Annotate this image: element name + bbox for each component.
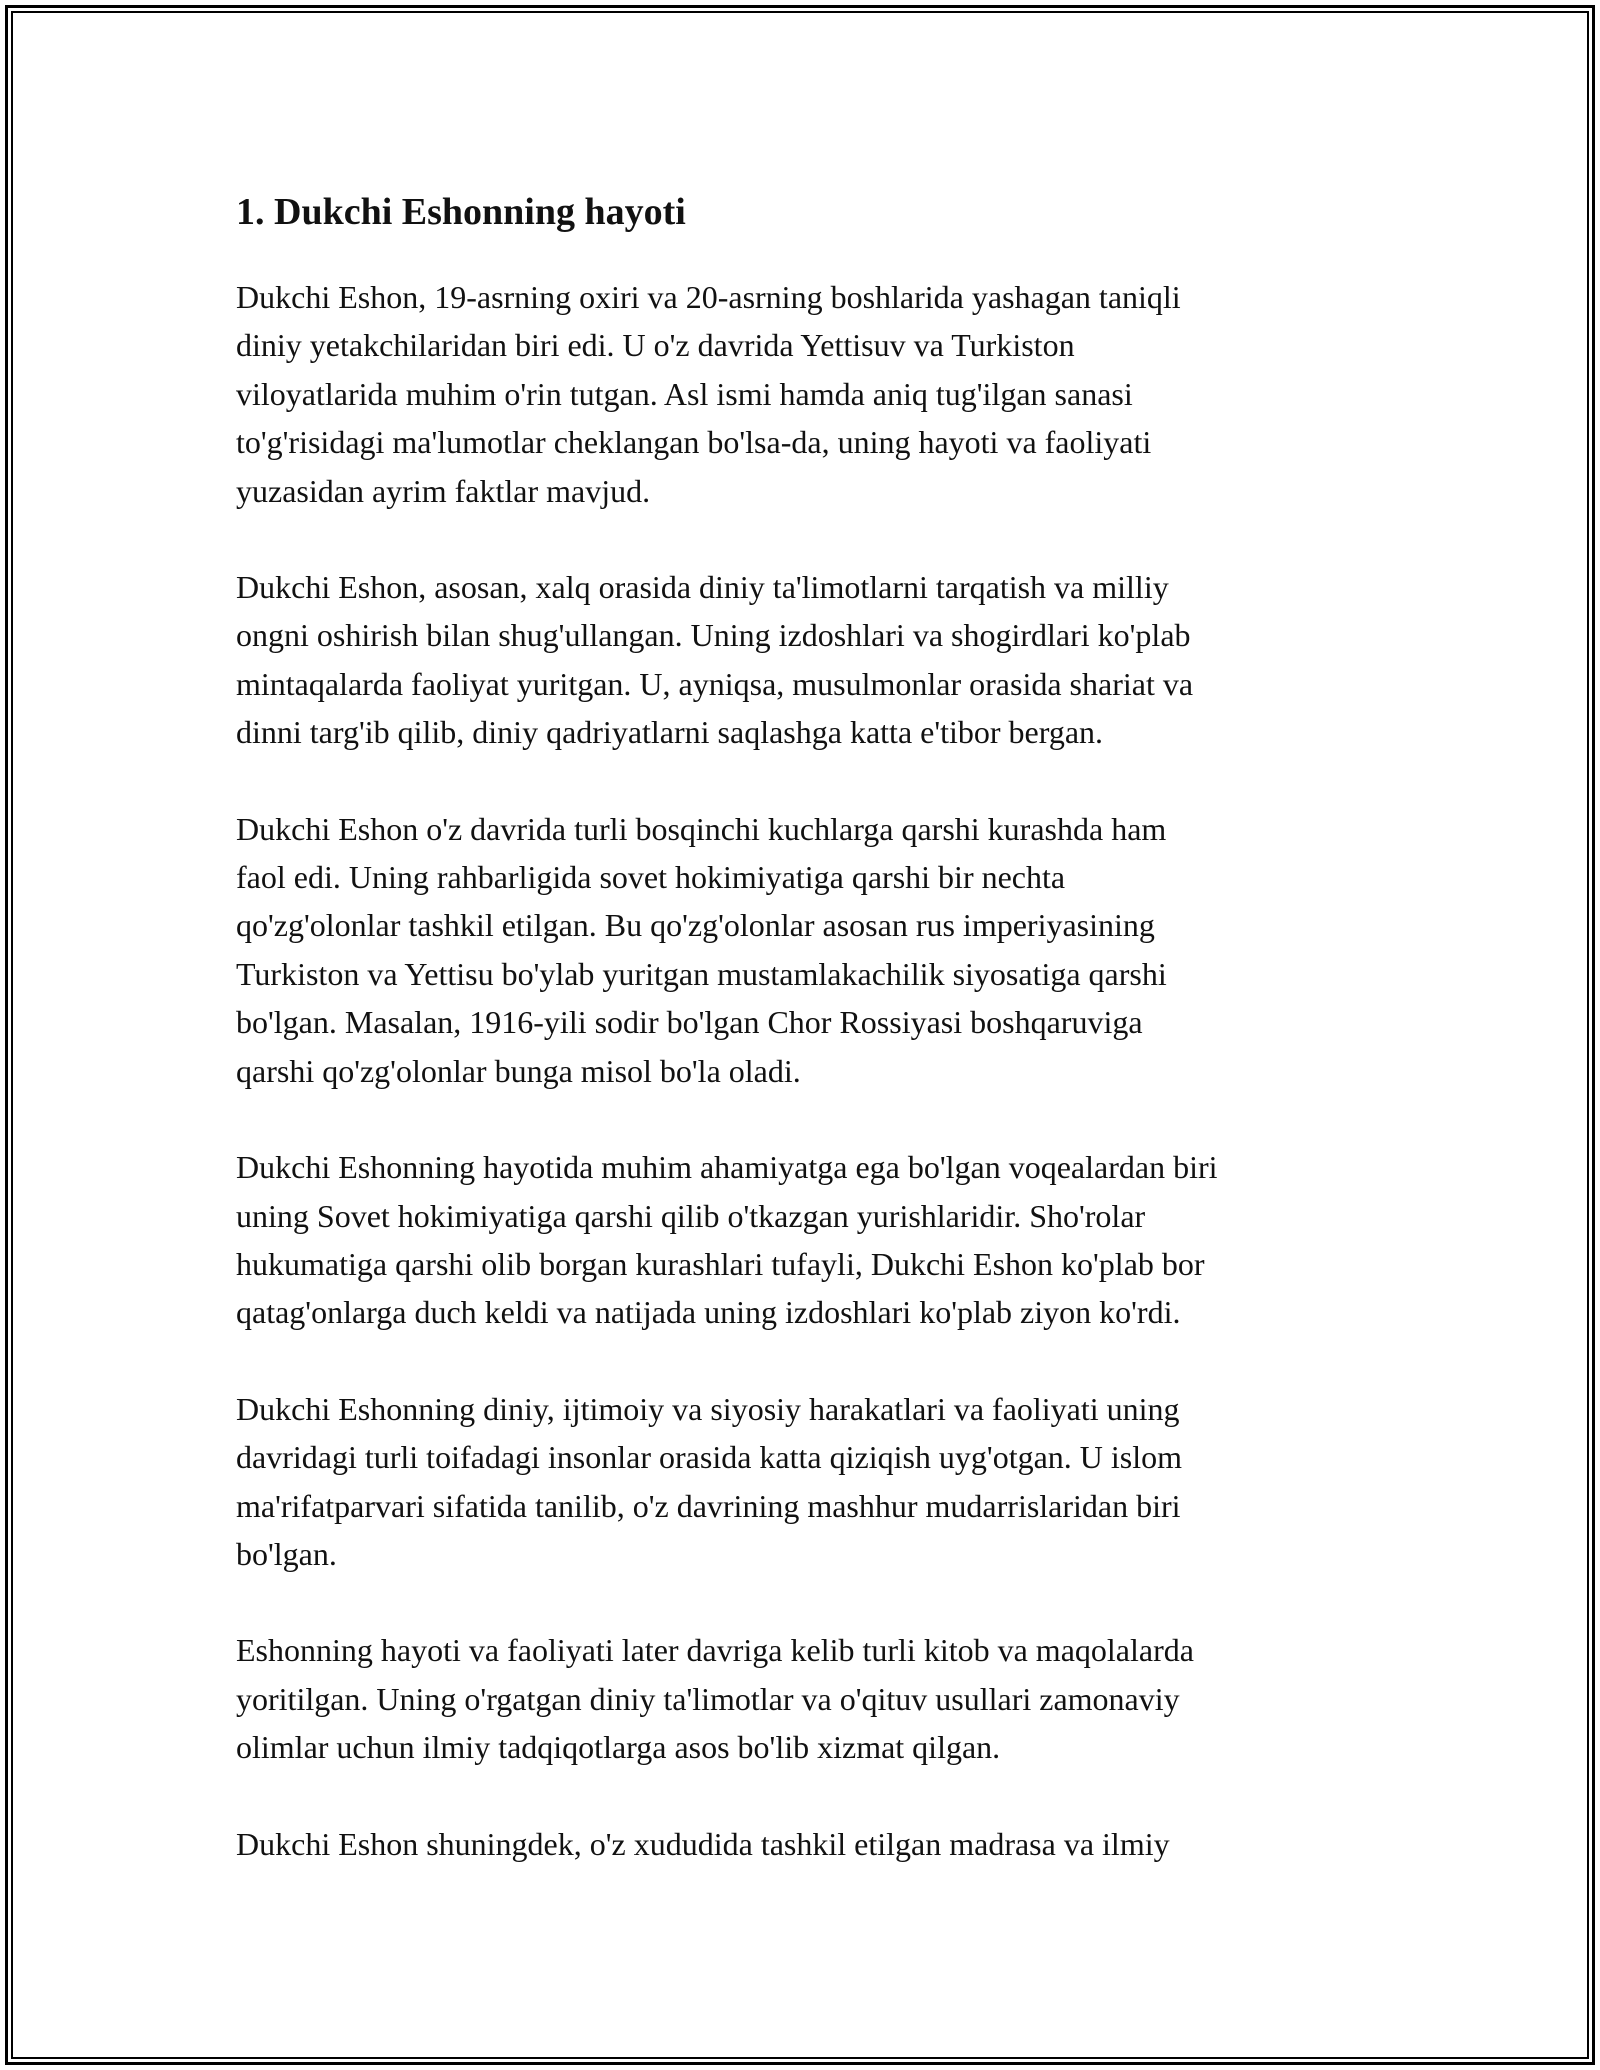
paragraph-4: Dukchi Eshonning hayotida muhim ahamiyatga ega bo'lgan voqealardan biri uning Sovet hokimiyatiga qarshi qilib o'tkazgan yurishlaridir. Sho'rolar hukumatiga qarshi olib borgan kurashlari tufayli, Dukchi Eshon ko'plab bor qatag'onlarga duch keldi va natijada uning izdoshlari ko'plab ziyon ko'rdi. (236, 1149, 1218, 1331)
document-body (236, 185, 1376, 1916)
paragraph-6: Eshonning hayoti va faoliyati later davriga kelib turli kitob va maqolalarda yoritilgan. Uning o'rgatgan diniy ta'limotlar va o'qituv usullari zamonaviy olimlar uchun ilmiy tadqiqotlarga asos bo'lib xizmat qilgan. (236, 1632, 1194, 1766)
paragraph-1: Dukchi Eshon, 19-asrning oxiri va 20-asrning boshlarida yashagan taniqli diniy yetakchilaridan biri edi. U o'z davrida Yettisuv va Turkiston viloyatlarida muhim o'rin tutgan. Asl ismi hamda aniq tug'ilgan sanasi to'g'risidagi ma'lumotlar cheklangan bo'lsa-da, uning hayoti va faoliyati yuzasidan ayrim faktlar mavjud. (236, 279, 1181, 509)
paragraph-5: Dukchi Eshonning diniy, ijtimoiy va siyosiy harakatlari va faoliyati uning davridagi turli toifadagi insonlar orasida katta qiziqish uyg'otgan. U islom ma'rifatparvari sifatida tanilib, o'z davrining mashhur mudarrislaridan biri bo'lgan. (236, 1390, 1183, 1572)
section-heading: 1. Dukchi Eshonning hayoti (236, 191, 686, 233)
paragraph-3: Dukchi Eshon o'z davrida turli bosqinchi kuchlarga qarshi kurashda ham faol edi. Uning rahbarligida sovet hokimiyatiga qarshi bir nechta qo'zg'olonlar tashkil etilgan. Bu qo'zg'olonlar asosan rus imperiyasining Turkiston va Yettisu bo'ylab yuritgan mustamlakachilik siyosatiga qarshi bo'lgan. Masalan, 1916-yili sodir bo'lgan Chor Rossiyasi boshqaruviga qarshi qo'zg'olonlar bunga misol bo'la oladi. (236, 810, 1167, 1089)
paragraph-7: Dukchi Eshon shuningdek, o'z xududida tashkil etilgan madrasa va ilmiy (236, 1825, 1170, 1862)
paragraph-2: Dukchi Eshon, asosan, xalq orasida diniy ta'limotlarni tarqatish va milliy ongni oshirish bilan shug'ullangan. Uning izdoshlari va shogirdlari ko'plab mintaqalarda faoliyat yuritgan. U, ayniqsa, musulmonlar orasida shariat va dinni targ'ib qilib, diniy qadriyatlarni saqlashga katta e'tibor bergan. (236, 569, 1194, 751)
